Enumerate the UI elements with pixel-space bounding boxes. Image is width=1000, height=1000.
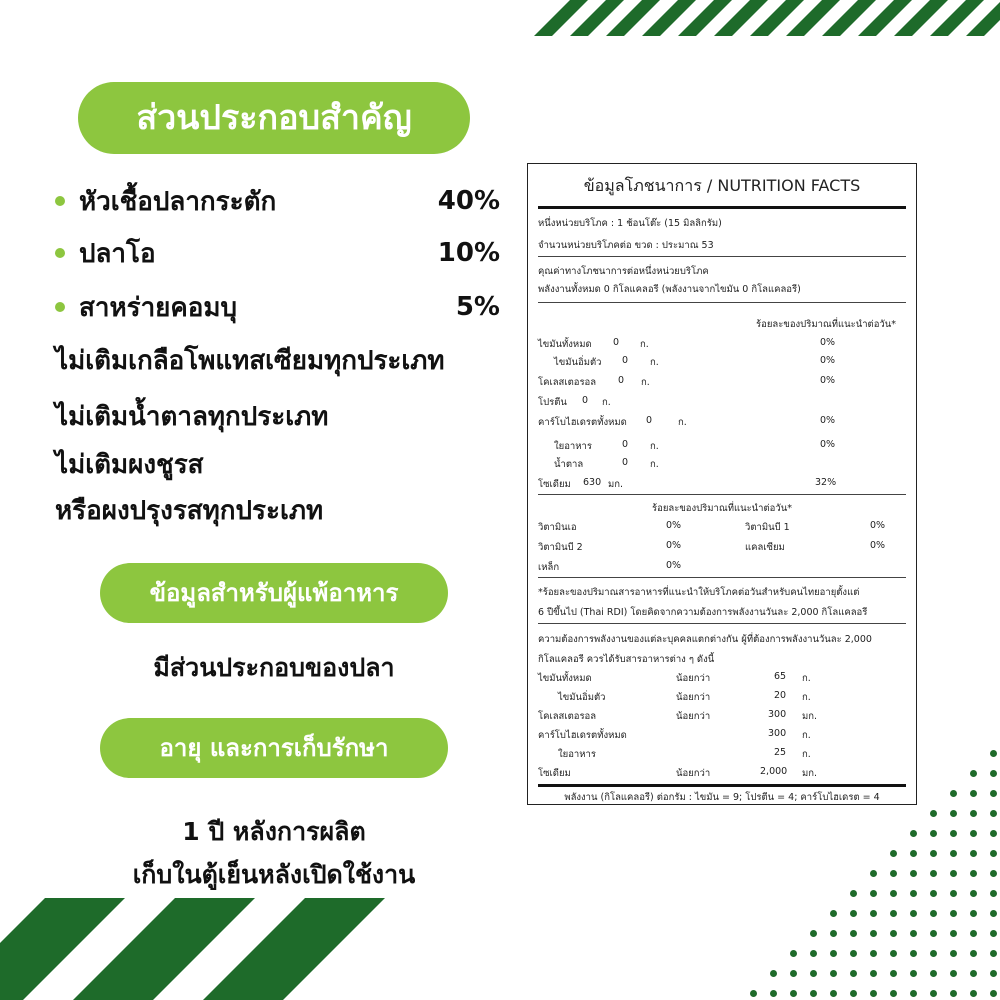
dot-decoration bbox=[930, 910, 937, 917]
nutrient-unit: ก. bbox=[650, 441, 659, 452]
limit-unit: ก. bbox=[802, 673, 811, 684]
limit-label: ใยอาหาร bbox=[558, 749, 596, 760]
divider bbox=[538, 206, 906, 209]
dot-decoration bbox=[910, 830, 917, 837]
dot-decoration bbox=[870, 890, 877, 897]
dot-decoration bbox=[970, 850, 977, 857]
vitamin-label: วิตามินบี 2 bbox=[538, 542, 583, 553]
dot-decoration bbox=[910, 870, 917, 877]
nutrient-label: โปรตีน bbox=[538, 397, 567, 408]
vitamin-dv: 0% bbox=[666, 520, 682, 531]
ingredients-heading: ส่วนประกอบสำคัญ bbox=[78, 82, 470, 154]
dot-decoration bbox=[950, 990, 957, 997]
vitamin-dv: 0% bbox=[870, 540, 886, 551]
dot-decoration bbox=[890, 990, 897, 997]
limit-label: ไขมันทั้งหมด bbox=[538, 673, 592, 684]
vitamin-dv-header: ร้อยละของปริมาณที่แนะนำต่อวัน* bbox=[652, 503, 792, 514]
energy-per-gram-footer: พลังงาน (กิโลแคลอรี) ต่อกรัม : ไขมัน = 9; โปรตีน = 4; คาร์โบไฮเดรต = 4 bbox=[564, 792, 880, 803]
dot-decoration bbox=[850, 970, 857, 977]
dot-decoration bbox=[870, 970, 877, 977]
nutrient-amount: 0 bbox=[622, 355, 629, 366]
nutrient-unit: ก. bbox=[678, 417, 687, 428]
dot-decoration bbox=[870, 990, 877, 997]
dot-decoration bbox=[970, 950, 977, 957]
dot-decoration bbox=[810, 930, 817, 937]
dot-decoration bbox=[910, 890, 917, 897]
ingredient-row bbox=[55, 233, 500, 273]
dot-decoration bbox=[830, 950, 837, 957]
dot-decoration bbox=[910, 970, 917, 977]
limit-value: 25 bbox=[774, 747, 787, 758]
dot-decoration bbox=[750, 990, 757, 997]
dot-decoration bbox=[970, 930, 977, 937]
limit-unit: ก. bbox=[802, 730, 811, 741]
dot-decoration bbox=[950, 950, 957, 957]
dot-decoration bbox=[930, 870, 937, 877]
vitamin-dv: 0% bbox=[666, 560, 682, 571]
dot-decoration bbox=[830, 930, 837, 937]
claim-no-msg: ไม่เติมผงชูรส bbox=[55, 450, 204, 480]
dot-decoration bbox=[890, 930, 897, 937]
limit-unit: ก. bbox=[802, 692, 811, 703]
limit-unit: มก. bbox=[802, 711, 818, 722]
dot-decoration bbox=[950, 870, 957, 877]
dot-decoration bbox=[930, 990, 937, 997]
dot-decoration bbox=[990, 850, 997, 857]
vitamin-label: วิตามินเอ bbox=[538, 522, 577, 533]
nutrition-facts-panel bbox=[527, 163, 917, 805]
dot-decoration bbox=[970, 830, 977, 837]
dot-decoration bbox=[790, 970, 797, 977]
dot-decoration bbox=[770, 970, 777, 977]
nutrient-label: โคเลสเตอรอล bbox=[538, 377, 597, 388]
limit-qualifier: น้อยกว่า bbox=[676, 692, 711, 703]
limit-label: โซเดียม bbox=[538, 768, 571, 779]
dot-decoration bbox=[950, 910, 957, 917]
nutrient-unit: ก. bbox=[602, 397, 611, 408]
limit-value: 65 bbox=[774, 671, 787, 682]
dot-decoration bbox=[930, 810, 937, 817]
dot-decoration bbox=[990, 930, 997, 937]
divider bbox=[538, 256, 906, 257]
dot-decoration bbox=[970, 870, 977, 877]
serving-size: หนึ่งหน่วยบริโภค : 1 ช้อนโต๊ะ (15 มิลลิกรัม) bbox=[538, 218, 722, 229]
nutrient-unit: ก. bbox=[650, 357, 659, 368]
nutrient-amount: 0 bbox=[622, 457, 629, 468]
nutrient-label: คาร์โบไฮเดรตทั้งหมด bbox=[538, 417, 627, 428]
rdi-note-1: *ร้อยละของปริมาณสารอาหารที่แนะนำให้บริโภคต่อวันสำหรับคนไทยอายุตั้งแต่ bbox=[538, 587, 860, 598]
dot-decoration bbox=[850, 890, 857, 897]
dot-decoration bbox=[910, 990, 917, 997]
dot-decoration bbox=[950, 970, 957, 977]
dot-decoration bbox=[810, 970, 817, 977]
dot-decoration bbox=[850, 990, 857, 997]
dot-decoration bbox=[990, 970, 997, 977]
nutrient-unit: ก. bbox=[641, 377, 650, 388]
nutrient-unit: ก. bbox=[650, 459, 659, 470]
limit-value: 20 bbox=[774, 690, 787, 701]
nutrient-dv: 32% bbox=[815, 477, 837, 488]
dot-decoration bbox=[810, 990, 817, 997]
shelf-life-line2: เก็บในตู้เย็นหลังเปิดใช้งาน bbox=[132, 860, 416, 889]
nutrient-label: ไขมันอิ่มตัว bbox=[554, 357, 602, 368]
dot-decoration bbox=[990, 910, 997, 917]
nutrient-label: ใยอาหาร bbox=[554, 441, 592, 452]
shelf-life-heading: อายุ และการเก็บรักษา bbox=[100, 718, 448, 778]
allergen-text: มีส่วนประกอบของปลา bbox=[153, 653, 395, 682]
divider bbox=[538, 784, 906, 787]
dot-decoration bbox=[970, 990, 977, 997]
bullet-icon bbox=[55, 248, 65, 258]
vitamin-label: เหล็ก bbox=[538, 562, 560, 573]
ingredient-row bbox=[55, 181, 500, 221]
dot-decoration bbox=[970, 770, 977, 777]
nutrient-unit: ก. bbox=[640, 339, 649, 350]
dot-decoration bbox=[990, 870, 997, 877]
dot-decoration bbox=[850, 910, 857, 917]
claim-no-seasoning: หรือผงปรุงรสทุกประเภท bbox=[55, 496, 324, 526]
dot-decoration bbox=[890, 970, 897, 977]
top-stripes-decoration bbox=[520, 0, 1000, 36]
dot-decoration bbox=[930, 950, 937, 957]
dot-decoration bbox=[990, 810, 997, 817]
dot-decoration bbox=[770, 990, 777, 997]
nutrient-unit: มก. bbox=[608, 479, 624, 490]
dot-decoration bbox=[950, 830, 957, 837]
limit-qualifier: น้อยกว่า bbox=[676, 768, 711, 779]
dot-decoration bbox=[850, 950, 857, 957]
limit-qualifier: น้อยกว่า bbox=[676, 711, 711, 722]
dot-decoration bbox=[930, 850, 937, 857]
dot-decoration bbox=[870, 950, 877, 957]
shelf-life-line1: 1 ปี หลังการผลิต bbox=[182, 817, 366, 846]
energy-line: พลังงานทั้งหมด 0 กิโลแคลอรี (พลังงานจากไขมัน 0 กิโลแคลอรี) bbox=[538, 284, 801, 295]
servings-per-container: จำนวนหน่วยบริโภคต่อ ขวด : ประมาณ 53 bbox=[538, 240, 714, 251]
dot-decoration bbox=[910, 950, 917, 957]
dot-decoration bbox=[950, 930, 957, 937]
limit-value: 300 bbox=[768, 709, 787, 720]
dot-decoration bbox=[890, 910, 897, 917]
dot-decoration bbox=[950, 850, 957, 857]
dot-decoration bbox=[950, 810, 957, 817]
vitamin-label: วิตามินบี 1 bbox=[745, 522, 790, 533]
dot-decoration bbox=[970, 910, 977, 917]
dot-decoration bbox=[970, 810, 977, 817]
nutrient-amount: 0 bbox=[618, 375, 625, 386]
ingredient-percent: 10% bbox=[437, 238, 500, 268]
vitamin-dv: 0% bbox=[666, 540, 682, 551]
bottom-stripes-decoration bbox=[0, 898, 400, 1000]
rdi-note-2: 6 ปีขึ้นไป (Thai RDI) โดยคิดจากความต้องการพลังงานวันละ 2,000 กิโลแคลอรี bbox=[538, 607, 868, 618]
dot-decoration bbox=[830, 970, 837, 977]
dot-decoration bbox=[910, 910, 917, 917]
vitamin-dv: 0% bbox=[870, 520, 886, 531]
dot-decoration bbox=[990, 890, 997, 897]
dot-decoration bbox=[990, 830, 997, 837]
dot-decoration bbox=[850, 930, 857, 937]
dot-decoration bbox=[930, 930, 937, 937]
dot-decoration bbox=[830, 910, 837, 917]
ingredient-row bbox=[55, 287, 500, 327]
dot-decoration bbox=[870, 870, 877, 877]
dot-decoration bbox=[810, 950, 817, 957]
limit-qualifier: น้อยกว่า bbox=[676, 673, 711, 684]
energy-needs-1: ความต้องการพลังงานของแต่ละบุคคลแตกต่างกัน ผู้ที่ต้องการพลังงานวันละ 2,000 bbox=[538, 634, 872, 645]
energy-needs-2: กิโลแคลอรี ควรได้รับสารอาหารต่าง ๆ ดังนี้ bbox=[538, 654, 715, 665]
nutrient-amount: 0 bbox=[622, 439, 629, 450]
dot-decoration bbox=[790, 950, 797, 957]
dv-header: ร้อยละของปริมาณที่แนะนำต่อวัน* bbox=[756, 319, 896, 330]
dot-decoration bbox=[890, 890, 897, 897]
dot-decoration bbox=[970, 790, 977, 797]
nutrient-dv: 0% bbox=[820, 355, 836, 366]
ingredient-percent: 5% bbox=[455, 292, 500, 322]
dot-decoration bbox=[990, 950, 997, 957]
nutrient-label: น้ำตาล bbox=[554, 459, 584, 470]
nutrient-dv: 0% bbox=[820, 415, 836, 426]
dot-decoration bbox=[830, 990, 837, 997]
bullet-icon bbox=[55, 302, 65, 312]
limit-label: คาร์โบไฮเดรตทั้งหมด bbox=[538, 730, 627, 741]
nutrient-label: โซเดียม bbox=[538, 479, 571, 490]
dot-decoration bbox=[890, 850, 897, 857]
nutrient-amount: 0 bbox=[646, 415, 653, 426]
divider bbox=[538, 577, 906, 578]
nutrient-dv: 0% bbox=[820, 337, 836, 348]
nutrient-dv: 0% bbox=[820, 439, 836, 450]
dot-decoration bbox=[910, 930, 917, 937]
dot-decoration bbox=[990, 990, 997, 997]
dot-decoration bbox=[790, 990, 797, 997]
vitamin-label: แคลเซียม bbox=[745, 542, 785, 553]
limit-value: 2,000 bbox=[760, 766, 788, 777]
dot-decoration bbox=[990, 750, 997, 757]
ingredient-name: หัวเชื้อปลากระตัก bbox=[79, 186, 277, 217]
divider bbox=[538, 623, 906, 624]
dot-decoration bbox=[870, 930, 877, 937]
dot-decoration bbox=[930, 890, 937, 897]
limit-value: 300 bbox=[768, 728, 787, 739]
divider bbox=[538, 494, 906, 495]
dot-decoration bbox=[890, 870, 897, 877]
ingredient-name: ปลาโอ bbox=[79, 238, 156, 269]
nutrition-title: ข้อมูลโภชนาการ / NUTRITION FACTS bbox=[583, 176, 861, 195]
nutrient-amount: 0 bbox=[613, 337, 620, 348]
divider bbox=[538, 302, 906, 303]
limit-unit: ก. bbox=[802, 749, 811, 760]
dot-decoration bbox=[970, 970, 977, 977]
ingredient-percent: 40% bbox=[437, 186, 500, 216]
limit-unit: มก. bbox=[802, 768, 818, 779]
limit-label: โคเลสเตอรอล bbox=[538, 711, 597, 722]
nutrient-label: ไขมันทั้งหมด bbox=[538, 339, 592, 350]
nutrient-dv: 0% bbox=[820, 375, 836, 386]
bullet-icon bbox=[55, 196, 65, 206]
nutrient-amount: 0 bbox=[582, 395, 589, 406]
dot-decoration bbox=[890, 950, 897, 957]
dot-decoration bbox=[950, 790, 957, 797]
dot-decoration bbox=[910, 850, 917, 857]
dot-decoration bbox=[870, 910, 877, 917]
ingredient-name: สาหร่ายคอมบุ bbox=[79, 292, 238, 323]
claim-no-sugar: ไม่เติมน้ำตาลทุกประเภท bbox=[55, 402, 329, 432]
per-serving-label: คุณค่าทางโภชนาการต่อหนึ่งหน่วยบริโภค bbox=[538, 266, 709, 277]
limit-label: ไขมันอิ่มตัว bbox=[558, 692, 606, 703]
allergen-heading: ข้อมูลสำหรับผู้แพ้อาหาร bbox=[100, 563, 448, 623]
dot-decoration bbox=[970, 890, 977, 897]
dot-decoration bbox=[990, 790, 997, 797]
dot-decoration bbox=[930, 830, 937, 837]
claim-no-potassium: ไม่เติมเกลือโพแทสเซียมทุกประเภท bbox=[55, 346, 445, 376]
dot-decoration bbox=[950, 890, 957, 897]
dot-decoration bbox=[990, 770, 997, 777]
nutrient-amount: 630 bbox=[583, 477, 602, 488]
dot-decoration bbox=[930, 970, 937, 977]
